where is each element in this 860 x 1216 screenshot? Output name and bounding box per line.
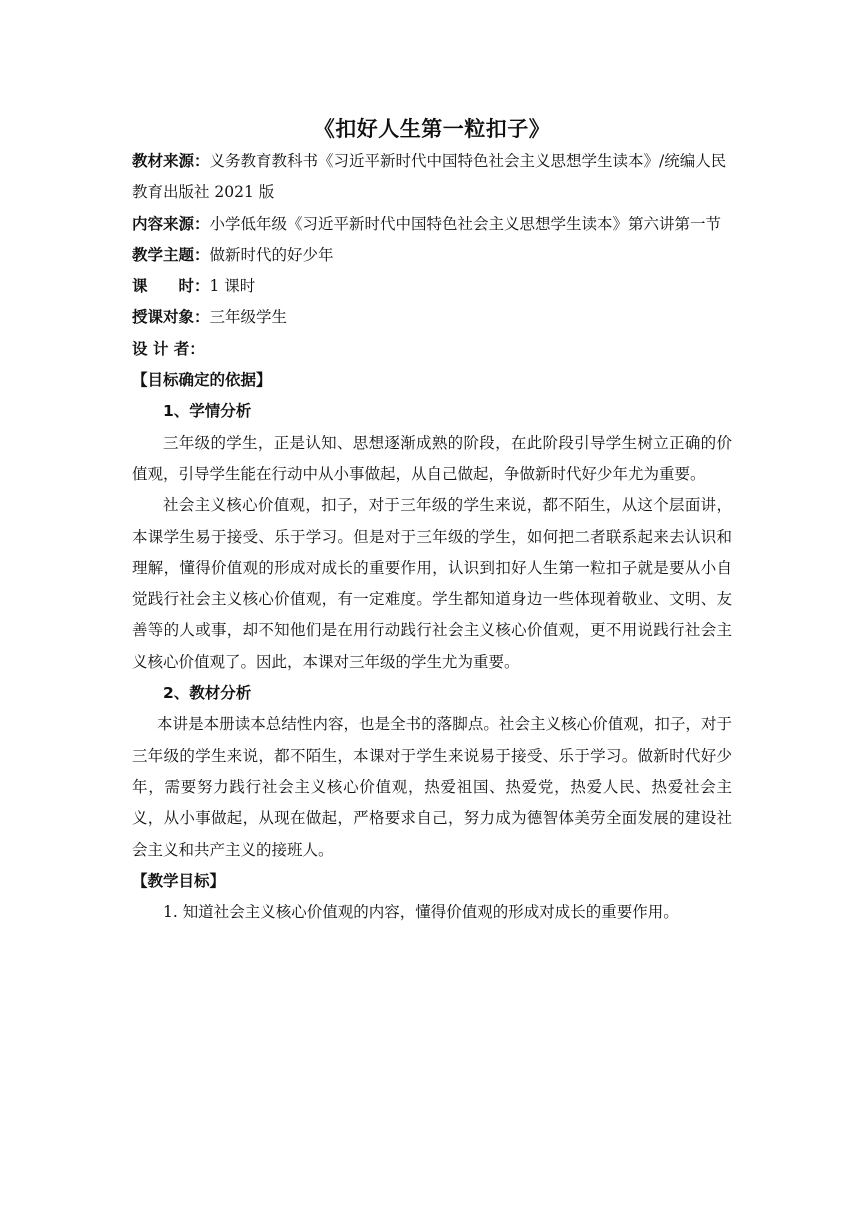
teaching-theme-label: 教学主题： bbox=[132, 245, 210, 264]
class-hours-line bbox=[132, 271, 732, 302]
document-page bbox=[132, 112, 732, 928]
textbook-source-value: 义务教育教科书《习近平新时代中国特色社会主义思想学生读本》/统编人民教育出版社 2021 版 bbox=[132, 152, 727, 202]
textbook-source-label: 教材来源： bbox=[132, 152, 210, 170]
goals-heading: 【教学目标】 bbox=[132, 871, 226, 890]
textbook-source-line bbox=[132, 146, 732, 209]
goal-item-1: 1. 知道社会主义核心价值观的内容，懂得价值观的形成对成长的重要作用。 bbox=[163, 903, 679, 922]
class-hours-label: 课 时： bbox=[132, 277, 210, 296]
material-analysis-heading: 2、教材分析 bbox=[163, 684, 252, 703]
teaching-theme-value: 做新时代的好少年 bbox=[209, 245, 334, 264]
learner-analysis-paragraph-2: 社会主义核心价值观，扣子，对于三年级的学生来说，都不陌生，从这个层面讲，本课学生易于接受、乐于学习。但是对于三年级的学生，如何把二者联系起来去认识和理解，懂得价值观的形成对成长的重要作用，认识到扣好人生第一粒扣子就是要从小自觉践行社会主义核心价值观，有一定难度。学生都知道身边一些体现着敬业、文明、友善等的人或事，却不知他们是在用行动践行社会主义核心价值观，更不用说践行社会主义核心价值观了。因此，本课对三年级的学生尤为重要。 bbox=[132, 496, 732, 671]
content-source-label: 内容来源： bbox=[132, 214, 210, 233]
audience-line bbox=[132, 302, 732, 333]
designer-label: 设 计 者： bbox=[132, 339, 205, 358]
material-analysis-paragraph: 本讲是本册读本总结性内容，也是全书的落脚点。社会主义核心价值观，扣子，对于三年级的学生来说，都不陌生，本课对于学生来说易于接受、乐于学习。做新时代好少年，需要努力践行社会主义核心价值观，热爱祖国、热爱党，热爱人民、热爱社会主义，从小事做起，从现在做起，严格要求自己，努力成为德智体美劳全面发展的建设社会主义和共产主义的接班人。 bbox=[132, 715, 732, 859]
designer-line bbox=[132, 334, 732, 365]
content-source-value: 小学低年级《习近平新时代中国特色社会主义思想学生读本》第六讲第一节 bbox=[209, 214, 722, 233]
learner-analysis-heading: 1、学情分析 bbox=[163, 402, 252, 421]
teaching-theme-line bbox=[132, 240, 732, 271]
content-source-line bbox=[132, 209, 732, 240]
audience-label: 授课对象： bbox=[132, 308, 210, 327]
class-hours-value: 1 课时 bbox=[209, 277, 256, 296]
document-title: 《扣好人生第一粒扣子》 bbox=[313, 117, 551, 141]
learner-analysis-paragraph-1: 三年级的学生，正是认知、思想逐渐成熟的阶段，在此阶段引导学生树立正确的价值观，引导学生能在行动中从小事做起，从自己做起，争做新时代好少年尤为重要。 bbox=[132, 433, 732, 483]
basis-heading: 【目标确定的依据】 bbox=[132, 371, 272, 390]
audience-value: 三年级学生 bbox=[209, 308, 288, 327]
